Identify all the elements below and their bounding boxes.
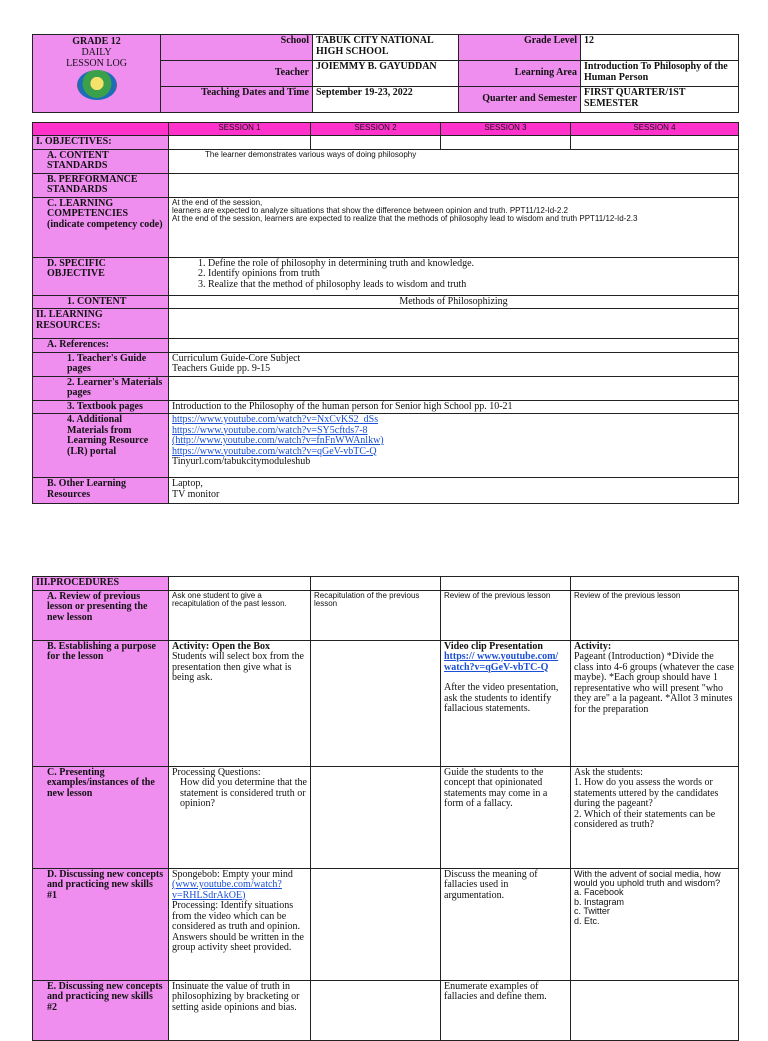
school-value: TABUK CITY NATIONAL HIGH SCHOOL	[313, 35, 459, 61]
discussing-1-session-3: Discuss the meaning of fallacies used in argumentation.	[441, 868, 571, 980]
video-link[interactable]: (www.youtube.com/watch? v=RHLSdrAkOE)	[172, 879, 282, 901]
discussing-2-session-1: Insinuate the value of truth in philosophizing by bracketing or setting aside opinions and bias.	[169, 980, 311, 1040]
dates-label: Teaching Dates and Time	[161, 87, 313, 113]
session-2-header: SESSION 2	[311, 123, 441, 136]
lesson-log-label: LESSON LOG	[66, 58, 127, 69]
objectives-title: I. OBJECTIVES:	[33, 136, 169, 150]
objective-item: 1. Define the role of philosophy in determining truth and knowledge.	[208, 259, 735, 270]
review-label: A. Review of previous lesson or presenting the new lesson	[33, 590, 169, 640]
session-header-row	[33, 123, 739, 136]
session-1-header: SESSION 1	[169, 123, 311, 136]
grade-title-cell	[33, 35, 161, 113]
daily-label: DAILY	[81, 47, 112, 58]
textbook-pages-label: 3. Textbook pages	[33, 400, 169, 414]
content-value: Methods of Philosophizing	[169, 295, 739, 309]
social-media-item: b. Instagram	[574, 896, 625, 907]
activity-title: Activity: Open the Box	[172, 640, 271, 652]
other-resources-value	[169, 478, 739, 504]
school-label: School	[161, 35, 313, 61]
ask-intro: Ask the students:	[574, 766, 643, 778]
presenting-label: C. Presenting examples/instances of the new lesson	[33, 766, 169, 868]
quarter-label: Quarter and Semester	[459, 87, 581, 113]
discussing-2-session-4	[571, 980, 739, 1040]
processing-title: Processing Questions:	[172, 766, 261, 778]
activity-title: Activity:	[574, 640, 612, 652]
discussing-1-session-1	[169, 868, 311, 980]
activity-text: Pageant (Introduction) *Divide the class into 4-6 groups (whatever the case maybe). *Each group should have 1 representative who will present "who they are" a la pageant. *Allot 3 minutes for the preparation	[574, 651, 734, 715]
session-3-header: SESSION 3	[441, 123, 571, 136]
teachers-guide-line: Curriculum Guide-Core Subject	[172, 352, 301, 364]
content-standards-value: The learner demonstrates various ways of doing philosophy	[169, 149, 739, 173]
review-session-4: Review of the previous lesson	[571, 590, 739, 640]
textbook-pages-value: Introduction to the Philosophy of the human person for Senior high School pp. 10-21	[169, 400, 739, 414]
presenting-session-4	[571, 766, 739, 868]
content-label: 1. CONTENT	[33, 295, 169, 309]
procedures-title: III.PROCEDURES	[33, 577, 169, 591]
performance-standards-label: B. PERFORMANCE STANDARDS	[33, 173, 169, 197]
other-resource-line: Laptop,	[172, 478, 203, 489]
activity-text: Students will select box from the presentation then give what is being ask.	[172, 651, 304, 683]
learning-area-label: Learning Area	[459, 61, 581, 87]
objective-item: 3. Realize that the method of philosophy leads to wisdom and truth	[208, 280, 735, 291]
dates-value: September 19-23, 2022	[313, 87, 459, 113]
discussing-1-label: D. Discussing new concepts and practicing new skills #1	[33, 868, 169, 980]
purpose-session-3	[441, 640, 571, 766]
tinyurl-text: Tinyurl.com/tabukcitymoduleshub	[172, 456, 311, 467]
teacher-value: JOIEMMY B. GAYUDDAN	[313, 61, 459, 87]
resource-link[interactable]: https://www.youtube.com/watch?v=qGeV-vbTC-Q	[172, 445, 377, 457]
discussing-2-session-3: Enumerate examples of fallacies and define them.	[441, 980, 571, 1040]
specific-objective-label: D. SPECIFIC OBJECTIVE	[33, 257, 169, 295]
processing-text: Processing: Identify situations from the video which can be considered as truth and opinion. Answers should be written in the group activity sheet provided.	[172, 900, 304, 953]
content-standards-label: A. CONTENT STANDARDS	[33, 149, 169, 173]
video-intro: Spongebob: Empty your mind	[172, 868, 293, 880]
other-resource-line: TV monitor	[172, 488, 220, 500]
objectives-table	[32, 122, 739, 504]
grade-title: GRADE 12	[72, 36, 121, 47]
discussing-2-label: E. Discussing new concepts and practicing new skills #2	[33, 980, 169, 1040]
ask-question: 2. Which of their statements can be considered as truth?	[574, 808, 716, 830]
processing-text: How did you determine that the statement is considered truth or opinion?	[180, 777, 307, 809]
presenting-session-3: Guide the students to the concept that opinionated statements may come in a form of a fallacy.	[441, 766, 571, 868]
ask-question: 1. How do you assess the words or statements uttered by the candidates during the pageant?	[574, 777, 719, 809]
review-session-3: Review of the previous lesson	[441, 590, 571, 640]
purpose-session-4	[571, 640, 739, 766]
specific-objective-value	[169, 257, 739, 295]
social-media-item: d. Etc.	[574, 915, 600, 926]
grade-level-label: Grade Level	[459, 35, 581, 61]
discussing-1-session-2	[311, 868, 441, 980]
presenting-session-2	[311, 766, 441, 868]
presenting-session-1	[169, 766, 311, 868]
discussing-2-session-2	[311, 980, 441, 1040]
purpose-session-2	[311, 640, 441, 766]
quarter-value: FIRST QUARTER/1ST SEMESTER	[581, 87, 739, 113]
social-media-intro: With the advent of social media, how would you uphold truth and wisdom?	[574, 868, 721, 888]
teachers-guide-label: 1. Teacher's Guide pages	[33, 352, 169, 376]
purpose-label: B. Establishing a purpose for the lesson	[33, 640, 169, 766]
review-session-2: Recapitulation of the previous lesson	[311, 590, 441, 640]
learning-competencies-value	[169, 197, 739, 257]
school-seal-logo	[77, 70, 117, 100]
teacher-label: Teacher	[161, 61, 313, 87]
competency-line: At the end of the session,	[172, 197, 263, 207]
procedures-table	[32, 576, 739, 1041]
video-text: After the video presentation, ask the students to identify fallacious statements.	[444, 682, 559, 714]
references-label: A. References:	[33, 339, 169, 353]
teachers-guide-line: Teachers Guide pp. 9-15	[172, 363, 271, 374]
additional-materials-label: 4. Additional Materials from Learning Resource (LR) portal	[33, 414, 169, 478]
teachers-guide-value	[169, 352, 739, 376]
resource-link[interactable]: https://www.youtube.com/watch?v=SY5cftds7-8	[172, 424, 368, 436]
learners-materials-label: 2. Learner's Materials pages	[33, 376, 169, 400]
other-resources-label: B. Other Learning Resources	[33, 478, 169, 504]
social-media-item: a. Facebook	[574, 887, 624, 898]
header-table	[32, 34, 739, 113]
resource-link[interactable]: https://www.youtube.com/watch?v=NxCvKS2_dSs	[172, 414, 379, 425]
learning-resources-title: II. LEARNING RESOURCES:	[33, 309, 169, 339]
video-title: Video clip Presentation	[444, 640, 543, 652]
learning-area-value: Introduction To Philosophy of the Human Person	[581, 61, 739, 87]
resource-link[interactable]: (http://www.youtube.com/watch?v=fnFnWWAnlkw)	[172, 435, 384, 446]
competency-line: learners are expected to analyze situations that show the difference between opinion and truth. PPT11/12-Id-2.2	[172, 205, 568, 215]
session-4-header: SESSION 4	[571, 123, 739, 136]
discussing-1-session-4	[571, 868, 739, 980]
social-media-item: c. Twitter	[574, 906, 610, 917]
review-session-1: Ask one student to give a recapitulation of the past lesson.	[169, 590, 311, 640]
objective-item: 2. Identify opinions from truth	[208, 269, 735, 280]
video-link[interactable]: https:// www.youtube.com/ watch?v=qGeV-vbTC-Q	[444, 651, 559, 673]
learning-competencies-label: C. LEARNING COMPETENCIES (indicate competency code)	[33, 197, 169, 257]
competency-line: At the end of the session, learners are expected to realize that the methods of philosophy lead to wisdom and truth PPT11/12-Id-2.3	[172, 214, 638, 224]
purpose-session-1	[169, 640, 311, 766]
additional-materials-value	[169, 414, 739, 478]
grade-level-value: 12	[581, 35, 739, 61]
